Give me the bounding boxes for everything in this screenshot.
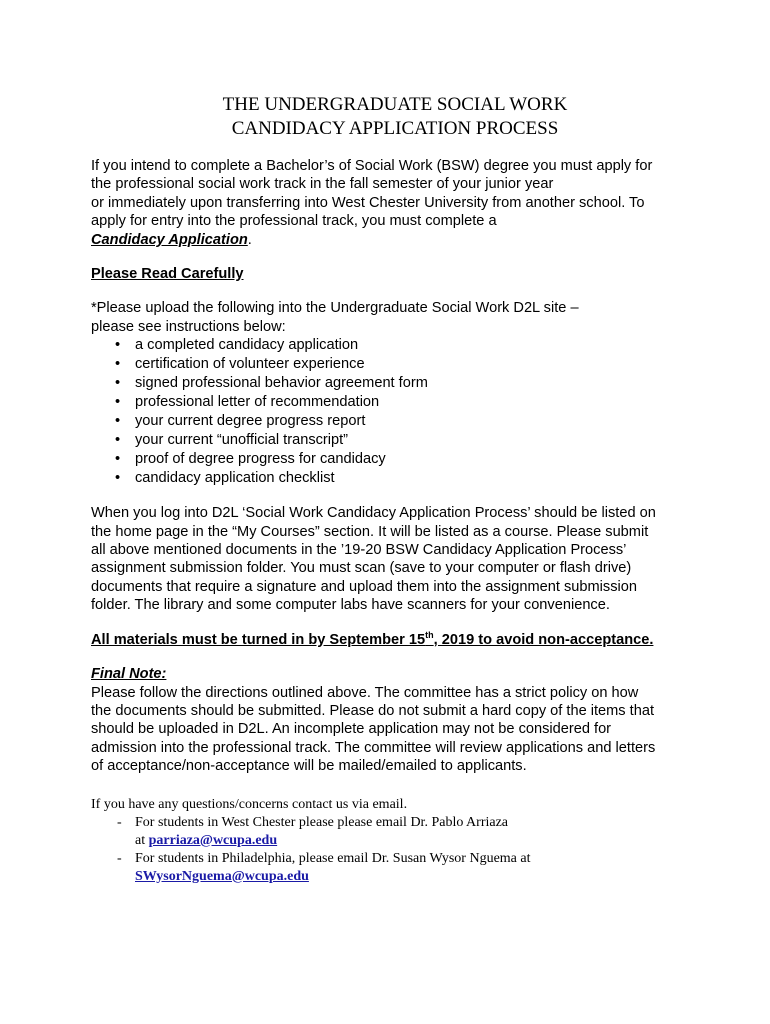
list-item [115, 374, 691, 393]
d2l-line-2: the home page in the “My Courses” section. It will be listed as a course. Please submit [91, 523, 649, 540]
list-item [115, 431, 691, 450]
philadelphia-contact-text: For students in Philadelphia, please email Dr. Susan Wysor Nguema at [135, 850, 531, 866]
deadline-text-end: , 2019 to avoid non-acceptance. [433, 631, 654, 648]
deadline-notice [91, 631, 691, 649]
final-note-line-5: of acceptance/non-acceptance will be mailed/emailed to applicants. [91, 758, 527, 775]
list-item-text: your current degree progress report [135, 413, 366, 430]
read-carefully-heading: Please Read Carefully [91, 266, 244, 283]
contact-item-philadelphia [117, 850, 691, 886]
final-note-line-4: admission into the professional track. The committee will review applications and letters [91, 739, 656, 756]
list-item-text: candidacy application checklist [135, 470, 335, 487]
bullet-icon: • [115, 394, 121, 411]
title-line-1: THE UNDERGRADUATE SOCIAL WORK [222, 94, 568, 115]
dash-icon: - [117, 850, 122, 866]
email-prefix: at [135, 832, 149, 848]
bullet-icon: • [115, 356, 121, 373]
list-item [115, 336, 691, 355]
d2l-line-1: When you log into D2L ‘Social Work Candidacy Application Process’ should be listed on [91, 505, 656, 522]
contact-item-west-chester [117, 814, 691, 850]
bullet-icon: • [115, 413, 121, 430]
document-page [91, 93, 691, 886]
list-item-text: signed professional behavior agreement form [135, 375, 428, 392]
list-item [115, 393, 691, 412]
final-note-line-1: Please follow the directions outlined above. The committee has a strict policy on how [91, 684, 639, 701]
d2l-line-6: folder. The library and some computer labs have scanners for your convenience. [91, 597, 610, 614]
d2l-instructions-paragraph [91, 504, 691, 614]
upload-instructions [91, 299, 691, 488]
list-item-text: certification of volunteer experience [135, 356, 365, 373]
d2l-line-3: all above mentioned documents in the ’19-20 BSW Candidacy Application Process’ [91, 542, 627, 559]
contact-list [91, 814, 691, 886]
final-note-section [91, 665, 691, 775]
bullet-icon: • [115, 337, 121, 354]
deadline-ordinal: th [425, 629, 434, 640]
required-documents-list [91, 336, 691, 488]
upload-line-2: please see instructions below: [91, 318, 286, 335]
list-item [115, 450, 691, 469]
final-note-line-3: should be uploaded in D2L. An incomplete application may not be considered for [91, 721, 612, 738]
email-link-swysornguema[interactable]: SWysorNguema@wcupa.edu [135, 868, 309, 884]
list-item-text: proof of degree progress for candidacy [135, 451, 386, 468]
list-item-text: professional letter of recommendation [135, 394, 380, 411]
philadelphia-email-line [135, 868, 691, 886]
intro-line-2: the professional social work track in the fall semester of your junior year [91, 176, 554, 193]
final-note-heading: Final Note: [91, 666, 167, 683]
bullet-icon: • [115, 432, 121, 449]
list-item [115, 412, 691, 431]
intro-paragraph [91, 157, 691, 249]
intro-line-5 [91, 231, 691, 249]
email-link-parriaza[interactable]: parriaza@wcupa.edu [148, 832, 278, 848]
list-item [115, 469, 691, 488]
west-chester-email-line [135, 832, 691, 850]
intro-line-3: or immediately upon transferring into West Chester University from another school. To [91, 194, 645, 211]
west-chester-contact-text: For students in West Chester please please email Dr. Pablo Arriaza [135, 814, 509, 830]
d2l-line-5: documents that require a signature and upload them into the assignment submission [91, 578, 637, 595]
intro-period: . [247, 231, 252, 248]
document-title [91, 93, 691, 141]
list-item-text: a completed candidacy application [135, 337, 359, 354]
deadline-text: All materials must be turned in by September 15 [91, 631, 426, 648]
bullet-icon: • [115, 451, 121, 468]
title-line-2: CANDIDACY APPLICATION PROCESS [231, 118, 559, 139]
d2l-line-4: assignment submission folder. You must scan (save to your computer or flash drive) [91, 560, 632, 577]
intro-line-4: apply for entry into the professional track, you must complete a [91, 213, 497, 230]
final-note-line-2: the documents should be submitted. Please do not submit a hard copy of the items that [91, 702, 654, 719]
list-item [115, 355, 691, 374]
upload-line-1: *Please upload the following into the Undergraduate Social Work D2L site – [91, 300, 579, 317]
dash-icon: - [117, 814, 122, 830]
bullet-icon: • [115, 375, 121, 392]
bullet-icon: • [115, 470, 121, 487]
intro-line-1: If you intend to complete a Bachelor’s of Social Work (BSW) degree you must apply for [91, 158, 653, 174]
contact-intro: If you have any questions/concerns contact us via email. [91, 796, 408, 812]
candidacy-application-link[interactable]: Candidacy Application [91, 231, 248, 248]
list-item-text: your current “unofficial transcript” [135, 432, 349, 449]
contact-section [91, 796, 691, 886]
